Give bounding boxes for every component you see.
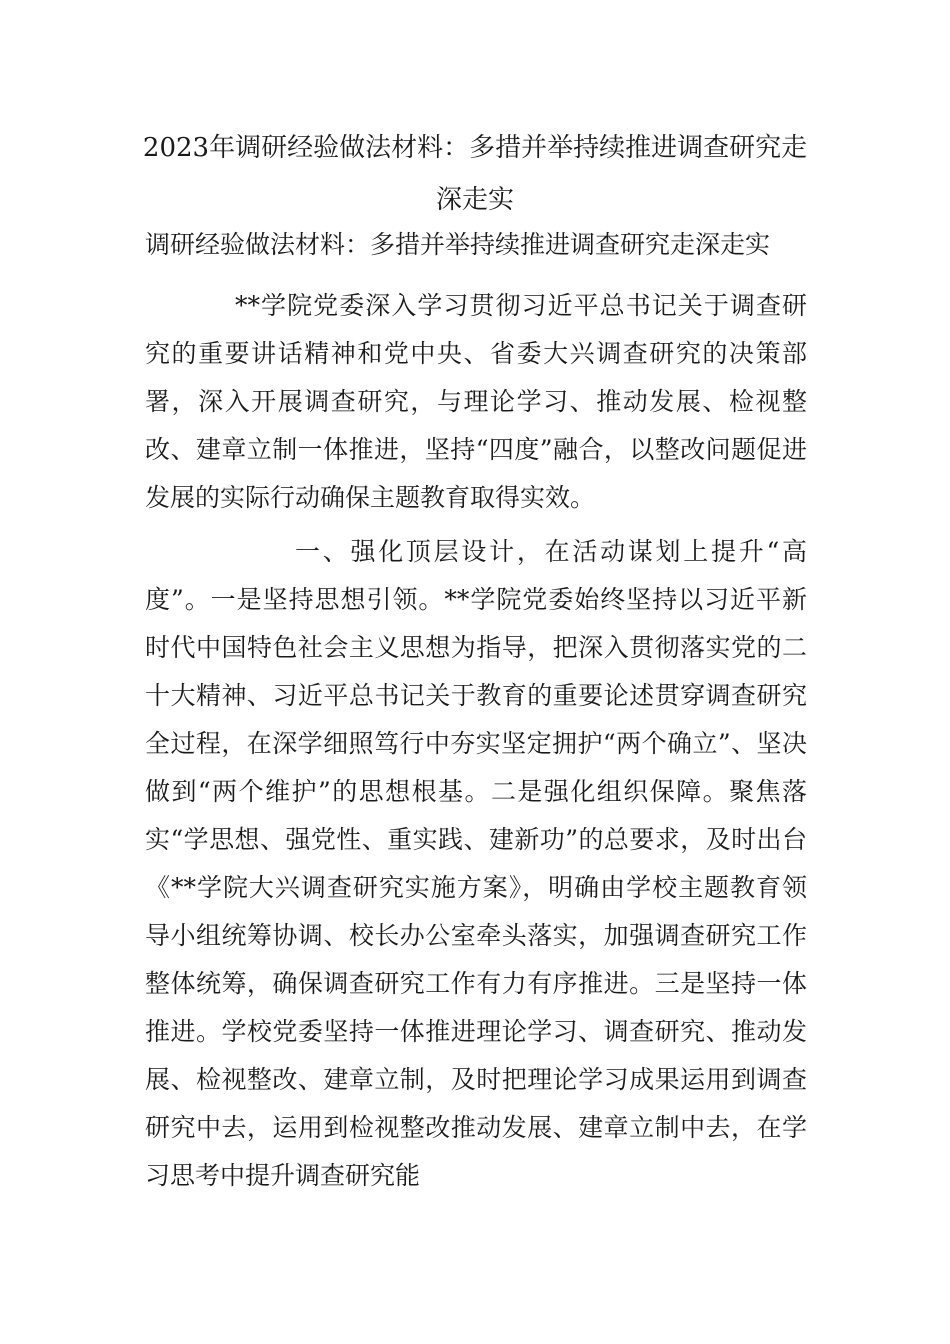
document-title-line-2: 深走实 [435, 185, 514, 215]
paragraph-section-one: 一、强化顶层设计，在活动谋划上提升“高度”。一是坚持思想引领。**学院党委始终坚持以习近平新时代中国特色社会主义思想为指导，把深入贯彻落实党的二十大精神、习近平总书记关于教育的重要论述贯穿调查研究全过程，在深学细照笃行中夯实坚定拥护“两个确立”、坚决做到“两个维护”的思想根基。二是强化组织保障。聚焦落实“学思想、强党性、重实践、建新功”的总要求，及时出台《**学院大兴调查研究实施方案》，明确由学校主题教育领导小组统筹协调、校长办公室牵头落实，加强调查研究工作整体统筹，确保调查研究工作有力有序推进。三是坚持一体推进。学校党委坚持一体推进理论学习、调查研究、推动发展、检视整改、建章立制，及时把理论学习成果运用到调查研究中去，运用到检视整改推动发展、建章立制中去，在学习思考中提升调查研究能 [145, 537, 807, 1190]
document-title-line-1: 2023年调研经验做法材料：多措并举持续推进调查研究走 [142, 133, 808, 163]
paragraph-intro: **学院党委深入学习贯彻习近平总书记关于调查研究的重要讲话精神和党中央、省委大兴调查研究的决策部署，深入开展调查研究，与理论学习、推动发展、检视整改、建章立制一体推进，坚持“四度”融合，以整改问题促进发展的实际行动确保主题教育取得实效。 [145, 291, 807, 512]
document-subtitle: 调研经验做法材料：多措并举持续推进调查研究走深走实 [145, 230, 771, 259]
